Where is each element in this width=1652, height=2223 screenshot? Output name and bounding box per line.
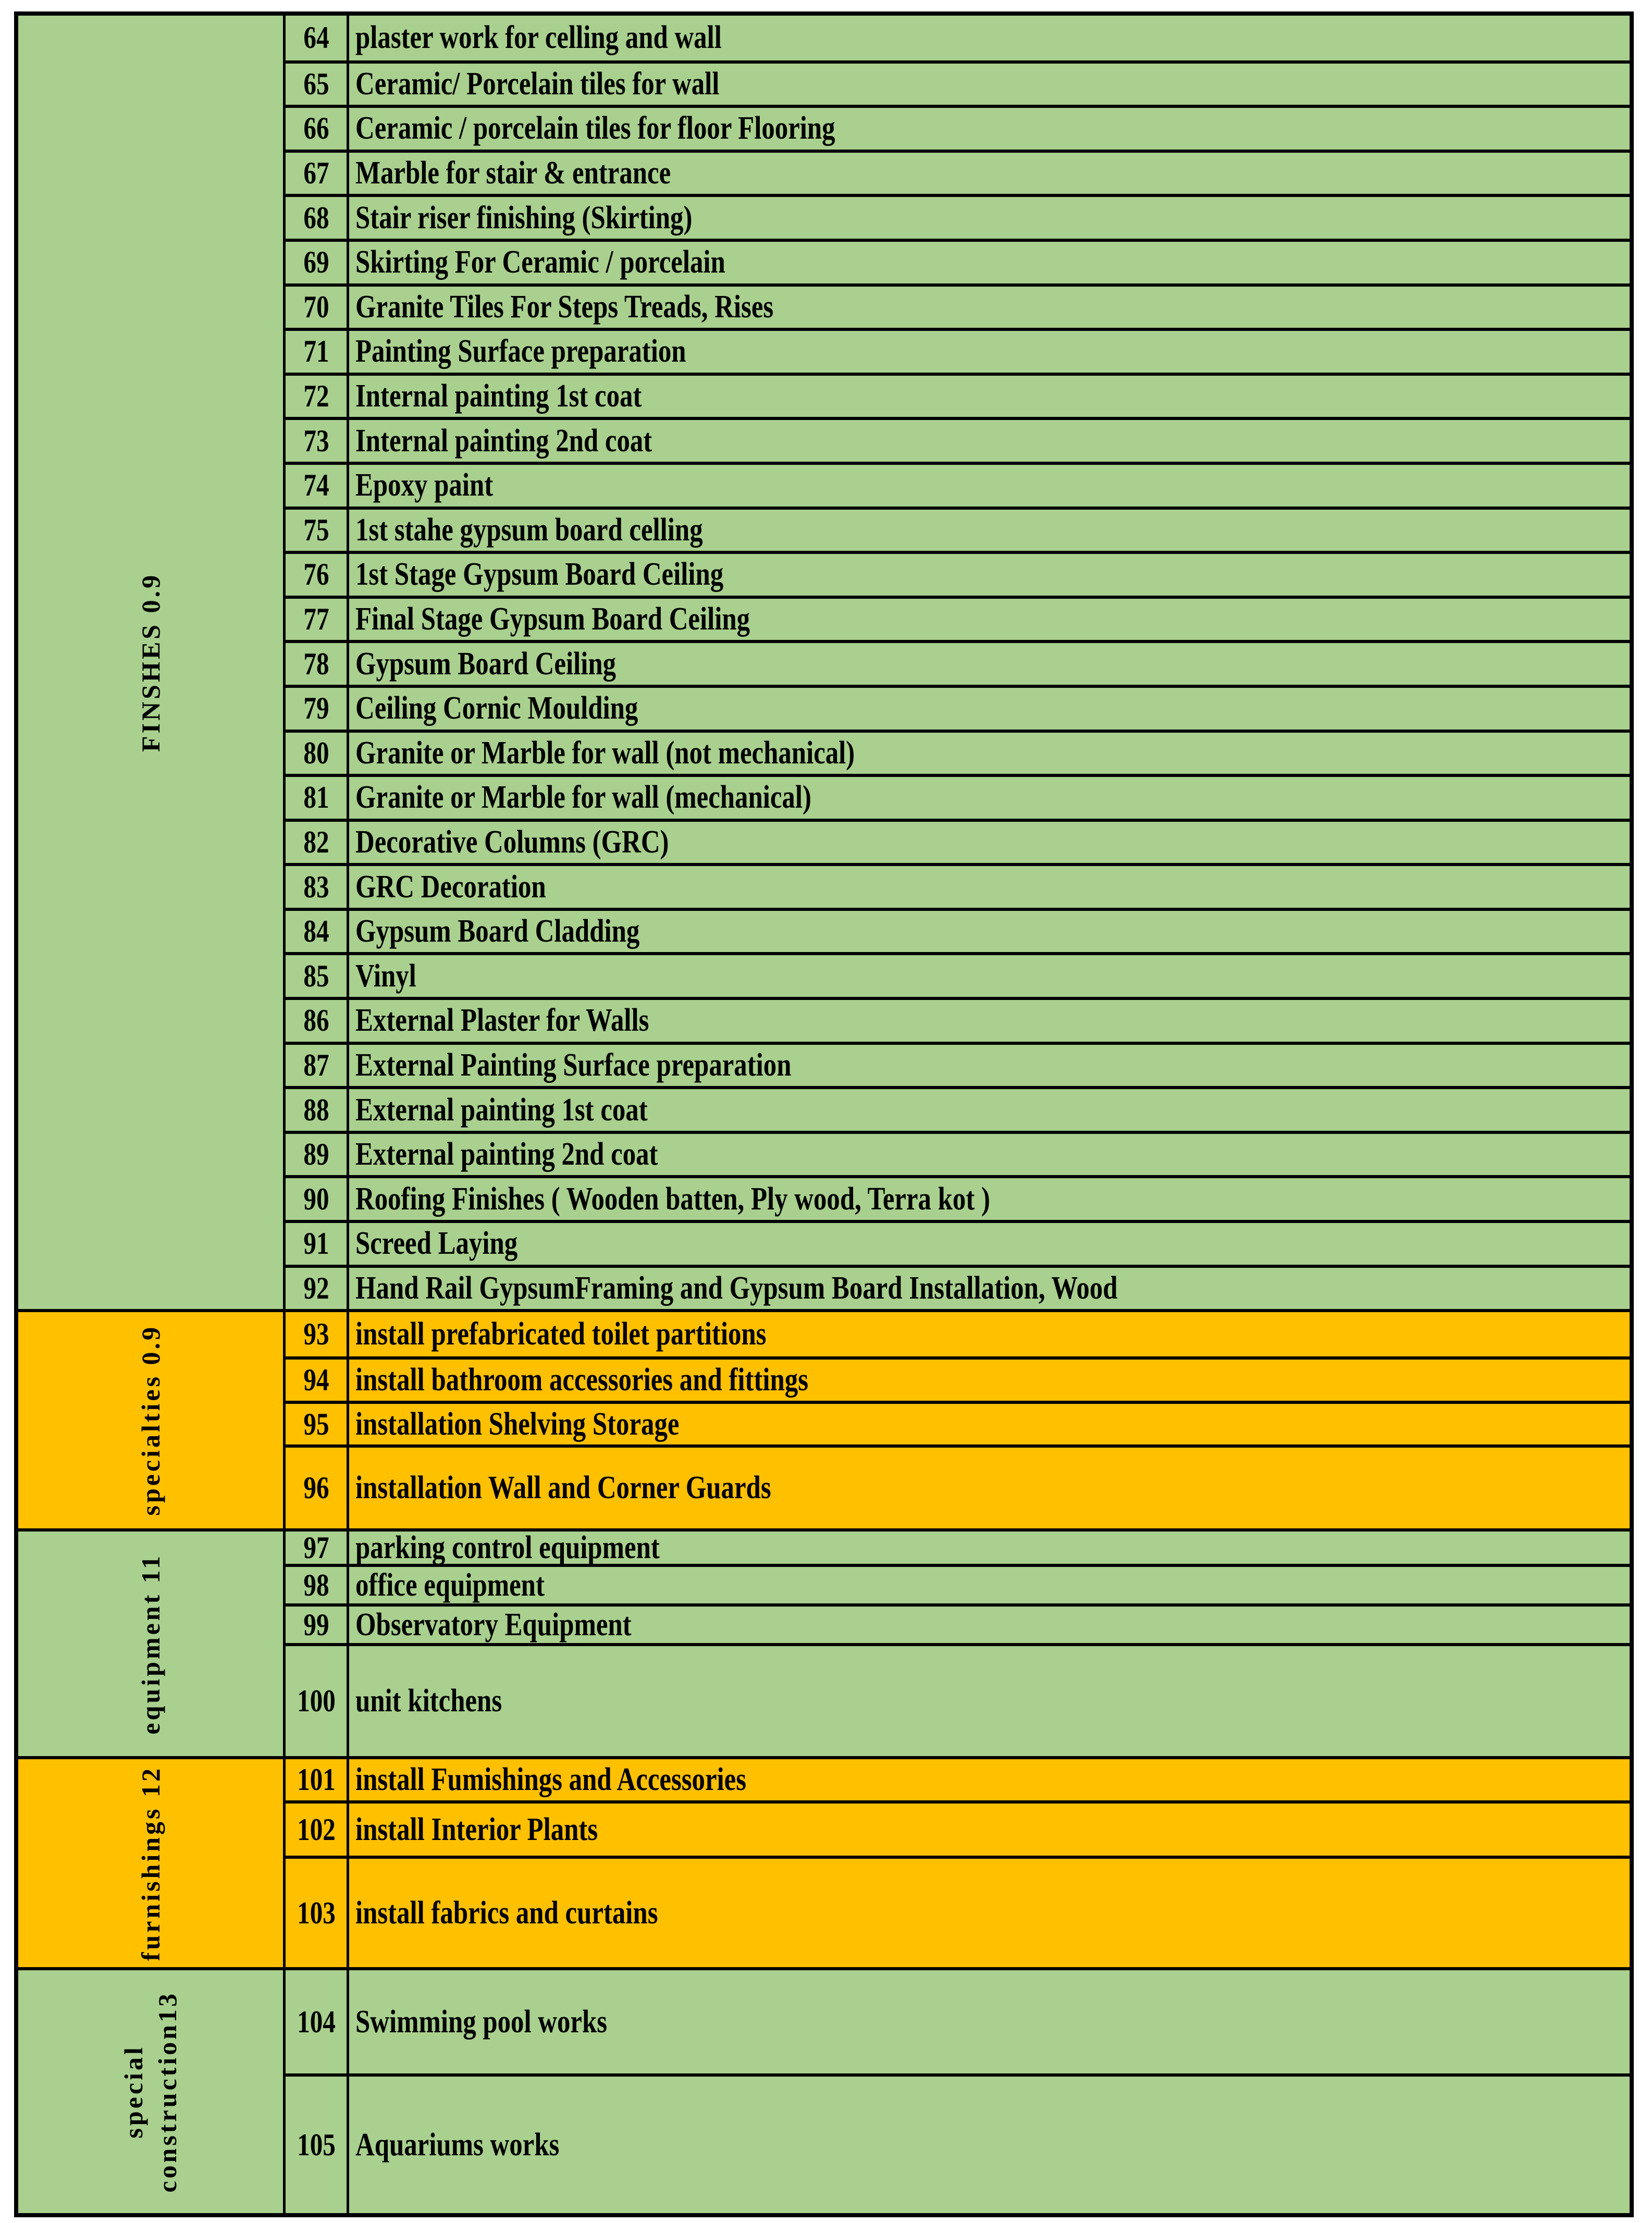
- group-section: [18, 1309, 1630, 1528]
- row-description-cell: [349, 423, 717, 460]
- row-description: External painting 2nd coat: [355, 1137, 658, 1172]
- row-number-cell: [286, 287, 349, 328]
- row-number: 99: [303, 1607, 329, 1642]
- row-description: Gypsum Board Ceiling: [355, 646, 617, 682]
- row-description-cell: [349, 1047, 887, 1084]
- group-label-cell: [18, 1759, 286, 1967]
- table-row: [286, 507, 1630, 551]
- row-number: 67: [303, 156, 329, 191]
- row-description-cell: [349, 1225, 553, 1262]
- table-row: [286, 239, 1630, 283]
- row-description-cell: [349, 735, 965, 772]
- row-description: Stair riser finishing (Skirting): [355, 200, 693, 236]
- row-description: office equipment: [355, 1567, 545, 1603]
- row-description-cell: [349, 378, 705, 415]
- table-row: [286, 1564, 1630, 1603]
- row-description-cell: [349, 824, 738, 861]
- table-row: [286, 462, 1630, 507]
- table-row: [286, 417, 1630, 462]
- row-number: 80: [303, 735, 329, 770]
- row-number-cell: [286, 197, 349, 239]
- row-description: Vinyl: [355, 958, 416, 994]
- row-number: 88: [303, 1092, 329, 1127]
- row-description-cell: [349, 1761, 832, 1798]
- row-number-cell: [286, 1759, 349, 1800]
- row-number-cell: [286, 777, 349, 819]
- row-number: 81: [303, 780, 329, 815]
- row-number: 105: [297, 2127, 336, 2162]
- row-description-cell: [349, 1607, 692, 1644]
- row-description-cell: [349, 1406, 750, 1443]
- row-number: 91: [303, 1226, 329, 1261]
- table-row: [286, 150, 1630, 194]
- row-number: 86: [303, 1003, 329, 1038]
- table-row: [286, 1970, 1630, 2073]
- row-number: 77: [303, 602, 329, 637]
- row-number: 90: [303, 1181, 329, 1216]
- row-description-cell: [349, 958, 429, 995]
- row-number-cell: [286, 1089, 349, 1131]
- row-description: Internal painting 1st coat: [355, 378, 642, 414]
- row-number-cell: [286, 1567, 349, 1603]
- row-description-cell: [349, 1316, 856, 1353]
- row-description: Aquariums works: [355, 2127, 560, 2163]
- row-description-cell: [349, 19, 802, 56]
- row-number: 104: [297, 2004, 336, 2039]
- row-description: Swimming pool works: [355, 2004, 608, 2040]
- table-row: [286, 1759, 1630, 1800]
- table-row: [286, 819, 1630, 863]
- table-row: [286, 373, 1630, 417]
- row-number: 75: [303, 512, 329, 547]
- row-description: Gypsum Board Cladding: [355, 913, 640, 949]
- row-description: Internal painting 2nd coat: [355, 423, 652, 459]
- row-number-cell: [286, 465, 349, 507]
- row-number-cell: [286, 1000, 349, 1042]
- row-number-cell: [286, 643, 349, 685]
- row-description-cell: [349, 913, 702, 950]
- row-description: Granite Tiles For Steps Treads, Rises: [355, 289, 774, 325]
- row-number: 82: [303, 824, 329, 859]
- row-number-cell: [286, 554, 349, 596]
- table-row: [286, 328, 1630, 373]
- row-description: unit kitchens: [355, 1683, 502, 1719]
- row-description: install fabrics and curtains: [355, 1895, 658, 1931]
- row-number: 83: [303, 869, 329, 904]
- table-row: [286, 1175, 1630, 1220]
- group-label-cell: [18, 1970, 286, 2213]
- row-number-cell: [286, 822, 349, 863]
- table-row: [286, 685, 1630, 730]
- activity-table: [14, 11, 1634, 2217]
- table-row: [286, 283, 1630, 328]
- row-number: 98: [303, 1567, 329, 1602]
- row-description-cell: [349, 66, 799, 103]
- row-description-cell: [349, 1270, 1285, 1307]
- row-number: 100: [297, 1684, 336, 1719]
- row-description: External Plaster for Walls: [355, 1003, 649, 1039]
- group-label: furnishings 12: [135, 1765, 165, 1961]
- row-number-cell: [286, 242, 349, 283]
- table-row: [286, 640, 1630, 685]
- row-description-cell: [349, 2004, 662, 2041]
- row-description: Marble for stair & entrance: [355, 155, 671, 191]
- row-number-cell: [286, 108, 349, 150]
- table-row: [286, 1220, 1630, 1265]
- row-number-cell: [286, 955, 349, 997]
- row-description-cell: [349, 1683, 534, 1720]
- row-number-cell: [286, 1178, 349, 1220]
- group-label-cell: [18, 1312, 286, 1528]
- row-description-cell: [349, 1469, 862, 1506]
- row-description: Epoxy paint: [355, 467, 494, 503]
- row-number-cell: [286, 1404, 349, 1444]
- table-row: [286, 952, 1630, 997]
- row-number: 93: [303, 1317, 329, 1352]
- row-description-cell: [349, 333, 759, 370]
- row-description-cell: [349, 690, 700, 727]
- row-number: 84: [303, 914, 329, 949]
- row-number-cell: [286, 599, 349, 640]
- row-number: 72: [303, 379, 329, 414]
- row-description-cell: [349, 467, 523, 504]
- row-description: installation Shelving Storage: [355, 1406, 680, 1442]
- row-description: Granite or Marble for wall (mechanical): [355, 780, 811, 816]
- table-row: [286, 774, 1630, 819]
- table-row: [286, 1356, 1630, 1401]
- row-number: 65: [303, 66, 329, 101]
- row-number: 69: [303, 245, 329, 280]
- table-row: [286, 60, 1630, 105]
- row-number-cell: [286, 1646, 349, 1756]
- group-label-cell: [18, 16, 286, 1309]
- row-number: 97: [303, 1530, 329, 1565]
- row-number: 70: [303, 289, 329, 324]
- row-description-cell: [349, 1181, 1129, 1218]
- row-description: install prefabricated toilet partitions: [355, 1316, 767, 1352]
- row-number: 96: [303, 1471, 329, 1505]
- row-number: 95: [303, 1406, 329, 1441]
- row-description-cell: [349, 244, 807, 281]
- row-number: 85: [303, 958, 329, 993]
- table-row: [286, 863, 1630, 908]
- table-row: [286, 1265, 1630, 1310]
- table-row: [286, 1643, 1630, 1756]
- row-number: 73: [303, 423, 329, 458]
- row-description-cell: [349, 1136, 724, 1173]
- row-number-cell: [286, 688, 349, 730]
- row-description-cell: [349, 1092, 712, 1129]
- row-number: 79: [303, 691, 329, 726]
- table-row: [286, 1603, 1630, 1643]
- row-description: parking control equipment: [355, 1529, 660, 1565]
- row-description: install bathroom accessories and fittings: [355, 1362, 809, 1398]
- row-number-cell: [286, 866, 349, 908]
- row-description-cell: [349, 289, 865, 326]
- row-description-cell: [349, 779, 911, 816]
- table-row: [286, 1042, 1630, 1086]
- table-row: [286, 730, 1630, 774]
- row-number-cell: [286, 153, 349, 194]
- group-label: FINSHES 0.9: [135, 573, 165, 752]
- row-number-cell: [286, 1360, 349, 1401]
- row-number-cell: [286, 1223, 349, 1265]
- row-description: install Fumishings and Accessories: [355, 1762, 746, 1798]
- table-row: [286, 194, 1630, 239]
- table-row: [286, 1856, 1630, 1967]
- table-row: [286, 105, 1630, 150]
- row-number-cell: [286, 420, 349, 462]
- row-number: 94: [303, 1363, 329, 1398]
- row-number: 78: [303, 646, 329, 681]
- row-description-cell: [349, 556, 804, 593]
- table-row: [286, 1800, 1630, 1856]
- row-number-cell: [286, 1607, 349, 1643]
- row-description: install Interior Plants: [355, 1811, 598, 1847]
- group-label: specialties 0.9: [135, 1325, 165, 1516]
- row-number: 89: [303, 1137, 329, 1172]
- group-label: equipment 11: [135, 1553, 165, 1735]
- row-description: Roofing Finishes ( Wooden batten, Ply wood, Terra kot ): [355, 1181, 990, 1217]
- row-description-cell: [349, 1529, 726, 1566]
- row-number-cell: [286, 1268, 349, 1310]
- table-row: [286, 908, 1630, 953]
- table-row: [286, 1131, 1630, 1176]
- row-description-cell: [349, 110, 941, 147]
- row-number-cell: [286, 1134, 349, 1176]
- row-description: External Painting Surface preparation: [355, 1047, 792, 1083]
- row-number: 87: [303, 1047, 329, 1082]
- group-section: [18, 16, 1630, 1309]
- row-number-cell: [286, 1804, 349, 1856]
- table-row: [286, 1401, 1630, 1444]
- row-number: 102: [297, 1812, 336, 1847]
- row-description: 1st Stage Gypsum Board Ceiling: [355, 557, 724, 592]
- row-description: Hand Rail GypsumFraming and Gypsum Board Installation, Wood: [355, 1270, 1118, 1306]
- row-number: 64: [303, 20, 329, 55]
- group-section: [18, 1528, 1630, 1756]
- row-number: 71: [303, 334, 329, 369]
- row-description-cell: [349, 200, 766, 237]
- row-description: Final Stage Gypsum Board Ceiling: [355, 601, 750, 637]
- row-number-cell: [286, 1859, 349, 1967]
- row-number: 76: [303, 557, 329, 592]
- row-description: Decorative Columns (GRC): [355, 824, 669, 860]
- row-description: Screed Laying: [355, 1226, 518, 1262]
- table-row: [286, 1312, 1630, 1356]
- group-section: [18, 1967, 1630, 2213]
- table-row: [286, 16, 1630, 60]
- group-section: [18, 1756, 1630, 1967]
- row-description: Ceiling Cornic Moulding: [355, 690, 638, 726]
- row-number-cell: [286, 1532, 349, 1564]
- row-number: 101: [297, 1762, 336, 1797]
- row-description-cell: [349, 1895, 724, 1932]
- group-label: special construction13: [119, 1991, 182, 2193]
- row-number: 68: [303, 200, 329, 235]
- row-description: GRC Decoration: [355, 869, 546, 905]
- row-number: 92: [303, 1270, 329, 1305]
- row-description: Granite or Marble for wall (not mechanical): [355, 735, 855, 771]
- row-number: 103: [297, 1895, 336, 1930]
- row-number-cell: [286, 331, 349, 373]
- row-description: Ceramic/ Porcelain tiles for wall: [355, 66, 720, 102]
- group-label-cell: [18, 1532, 286, 1756]
- table-row: [286, 596, 1630, 640]
- row-description-cell: [349, 601, 836, 638]
- table-row: [286, 2073, 1630, 2213]
- row-description-cell: [349, 646, 673, 683]
- table-row: [286, 551, 1630, 596]
- row-number-cell: [286, 911, 349, 953]
- row-number-cell: [286, 64, 349, 105]
- row-number-cell: [286, 376, 349, 417]
- row-number-cell: [286, 1448, 349, 1528]
- row-description: Observatory Equipment: [355, 1607, 632, 1642]
- row-number-cell: [286, 1312, 349, 1356]
- table-row: [286, 1444, 1630, 1528]
- row-number-cell: [286, 733, 349, 774]
- row-number-cell: [286, 510, 349, 551]
- row-description: plaster work for celling and wall: [355, 20, 722, 56]
- row-description: 1st stahe gypsum board celling: [355, 512, 703, 548]
- table-row: [286, 997, 1630, 1042]
- row-description-cell: [349, 1362, 908, 1399]
- row-number-cell: [286, 16, 349, 60]
- row-description: Painting Surface preparation: [355, 334, 686, 369]
- row-number-cell: [286, 2077, 349, 2213]
- row-number: 74: [303, 468, 329, 503]
- row-description: Skirting For Ceramic / porcelain: [355, 244, 725, 280]
- row-number-cell: [286, 1045, 349, 1086]
- table-row: [286, 1529, 1630, 1565]
- row-description-cell: [349, 1567, 586, 1604]
- row-description: installation Wall and Corner Guards: [355, 1470, 771, 1506]
- row-number-cell: [286, 1970, 349, 2073]
- table-row: [286, 1086, 1630, 1131]
- row-description: External painting 1st coat: [355, 1092, 648, 1128]
- row-description-cell: [349, 512, 779, 549]
- row-description-cell: [349, 155, 740, 192]
- row-description-cell: [349, 2127, 604, 2164]
- row-description-cell: [349, 869, 588, 906]
- row-description-cell: [349, 1002, 713, 1039]
- row-description: Ceramic / porcelain tiles for floor Flooring: [355, 110, 835, 146]
- row-number: 66: [303, 111, 329, 146]
- row-description-cell: [349, 1811, 651, 1848]
